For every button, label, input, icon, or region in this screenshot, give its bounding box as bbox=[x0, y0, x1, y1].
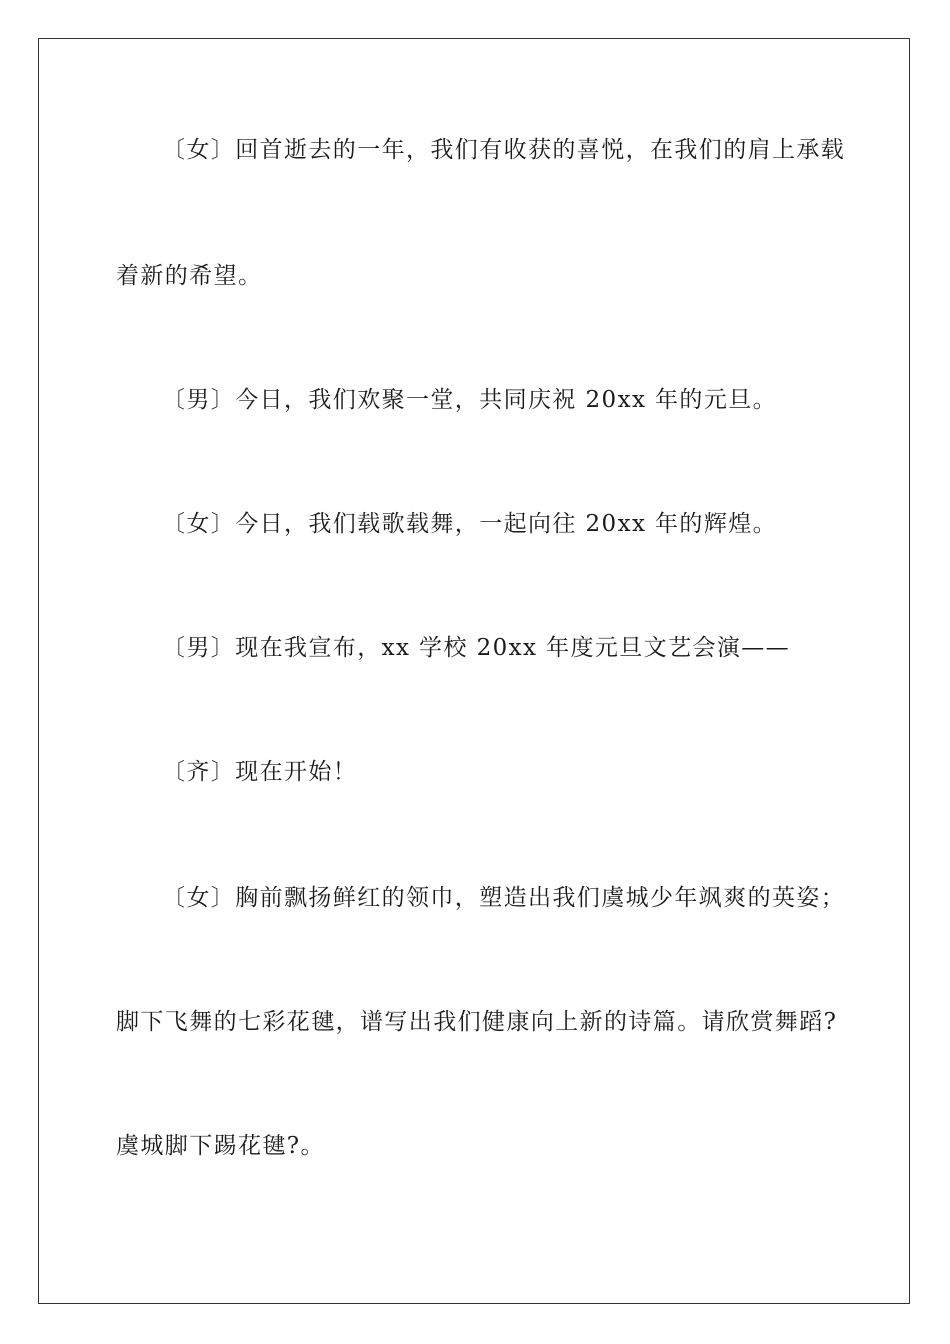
paragraph-line: 〔齐〕现在开始！ bbox=[162, 759, 358, 785]
paragraph-line: 脚下飞舞的七彩花毽，谱写出我们健康向上新的诗篇。请欣赏舞蹈? bbox=[116, 1009, 838, 1035]
paragraph-line: 〔女〕回首逝去的一年，我们有收获的喜悦，在我们的肩上承载 bbox=[162, 137, 846, 163]
paragraph-line: 〔女〕今日，我们载歌载舞，一起向往 20xx 年的辉煌。 bbox=[162, 511, 778, 537]
paragraph-line: 着新的希望。 bbox=[116, 263, 263, 289]
page-border bbox=[38, 38, 910, 1304]
paragraph-line: 〔男〕今日，我们欢聚一堂，共同庆祝 20xx 年的元旦。 bbox=[162, 387, 778, 413]
paragraph-line: 虞城脚下踢花毽?。 bbox=[116, 1133, 325, 1159]
paragraph-line: 〔女〕胸前飘扬鲜红的领巾，塑造出我们虞城少年飒爽的英姿； bbox=[162, 885, 846, 911]
paragraph-line: 〔男〕现在我宣布，xx 学校 20xx 年度元旦文艺会演—— bbox=[162, 635, 791, 661]
